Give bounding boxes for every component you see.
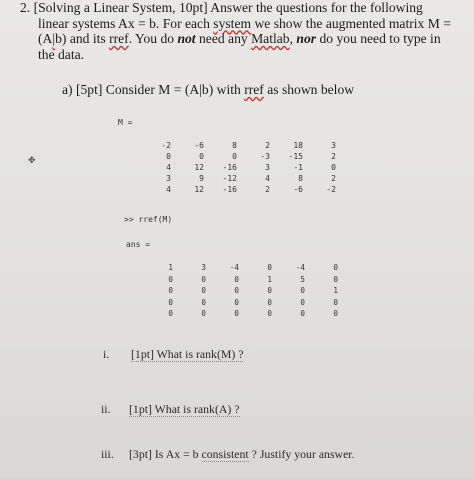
matrix-cell: 0 xyxy=(300,286,305,296)
rref-row xyxy=(140,308,338,320)
matrix-m-row xyxy=(138,184,336,195)
matrix-cell: 0 xyxy=(331,163,336,172)
matrix-cell: 0 xyxy=(267,286,272,296)
matrix-cell: -3 xyxy=(260,152,270,161)
problem-line-2: linear systems Ax = b. For each system we show the augmented matrix M = xyxy=(38,15,451,31)
matrix-cell: 0 xyxy=(267,309,272,319)
matrix-cell: 4 xyxy=(265,174,270,183)
matrix-cell: 3 xyxy=(331,141,336,150)
matrix-cell: 0 xyxy=(201,286,206,296)
rref-row xyxy=(140,274,338,286)
matrix-cell: -12 xyxy=(222,174,237,183)
question-iii: iii. [3pt] Is Ax = b consistent ? Justify your answer. xyxy=(101,447,355,461)
matrix-cell: 5 xyxy=(300,274,305,284)
matrix-m-row xyxy=(138,151,336,162)
rref-row xyxy=(140,285,338,297)
matrix-cell: 2 xyxy=(265,141,270,150)
matrix-cell: 0 xyxy=(234,286,239,296)
matrix-cell: 0 xyxy=(300,297,305,307)
matrix-cell: 0 xyxy=(333,274,338,284)
matrix-cell: -6 xyxy=(293,185,303,194)
matrix-m-label: M = xyxy=(118,118,133,127)
matrix-m-row xyxy=(138,140,336,151)
matrix-cell: 18 xyxy=(293,141,303,150)
matrix-cell: -6 xyxy=(194,141,204,150)
rref-matrix xyxy=(140,262,338,320)
matrix-cell: 2 xyxy=(331,152,336,161)
problem-line-4: the data. xyxy=(38,46,85,62)
matrix-cell: 0 xyxy=(168,286,173,296)
matrix-cell: 0 xyxy=(300,309,305,319)
matrix-cell: 12 xyxy=(194,185,204,194)
matrix-cell: 9 xyxy=(199,174,204,183)
part-a-heading: a) [5pt] Consider M = (A|b) with rref as shown below xyxy=(62,82,355,97)
matrix-m-row xyxy=(138,173,336,184)
matrix-cell: 0 xyxy=(234,309,239,319)
matrix-cell: 0 xyxy=(267,297,272,307)
matrix-cell: 3 xyxy=(201,263,206,273)
matrix-cell: 0 xyxy=(267,263,272,273)
matrix-cell: 1 xyxy=(168,263,173,273)
matrix-cell: -16 xyxy=(222,163,237,172)
matrix-cell: -4 xyxy=(229,263,239,273)
matrix-cell: 3 xyxy=(166,174,171,183)
matrix-cell: 0 xyxy=(201,297,206,307)
matrix-cell: 0 xyxy=(234,274,239,284)
rref-command: >> rref(M) xyxy=(124,215,173,224)
matrix-cell: 0 xyxy=(234,297,239,307)
matrix-cell: 3 xyxy=(265,163,270,172)
rref-row xyxy=(140,297,338,309)
matrix-cell: -15 xyxy=(288,152,303,161)
matrix-cell: -1 xyxy=(293,163,303,172)
matrix-cell: -2 xyxy=(161,141,171,150)
matrix-cell: -4 xyxy=(295,263,305,273)
matrix-cell: 1 xyxy=(267,274,272,284)
matrix-m-row xyxy=(138,162,336,173)
matrix-cell: 2 xyxy=(265,185,270,194)
matrix-cell: 0 xyxy=(232,152,237,161)
problem-line-1: 2. [Solving a Linear System, 10pt] Answer the questions for the following xyxy=(20,0,423,15)
matrix-cell: -2 xyxy=(326,185,336,194)
matrix-cell: 2 xyxy=(331,174,336,183)
matrix-cell: 0 xyxy=(168,297,173,307)
cursor-icon: ✥ xyxy=(28,155,36,165)
matrix-cell: 0 xyxy=(166,152,171,161)
question-i: i. [1pt] What is rank(M) ? xyxy=(103,347,244,361)
matrix-cell: 8 xyxy=(232,141,237,150)
matrix-cell: 0 xyxy=(333,263,338,273)
matrix-cell: 4 xyxy=(166,163,171,172)
matrix-cell: -16 xyxy=(222,185,237,194)
rref-row xyxy=(140,262,338,274)
augmented-matrix-m xyxy=(138,140,336,195)
matrix-cell: 4 xyxy=(166,185,171,194)
matrix-cell: 0 xyxy=(333,297,338,307)
problem-line-3: (A|b) and its rref. You do not need any Matlab, nor do you need to type in xyxy=(38,31,441,47)
matrix-cell: 0 xyxy=(168,309,173,319)
matrix-cell: 0 xyxy=(199,152,204,161)
matrix-cell: 0 xyxy=(168,274,173,284)
problem-statement xyxy=(20,0,460,62)
matrix-cell: 0 xyxy=(201,274,206,284)
matrix-cell: 0 xyxy=(333,309,338,319)
ans-label: ans = xyxy=(126,240,151,249)
matrix-cell: 0 xyxy=(201,309,206,319)
question-ii: ii. [1pt] What is rank(A) ? xyxy=(101,402,240,416)
matrix-cell: 12 xyxy=(194,163,204,172)
matrix-cell: 8 xyxy=(298,174,303,183)
matrix-cell: 1 xyxy=(333,286,338,296)
